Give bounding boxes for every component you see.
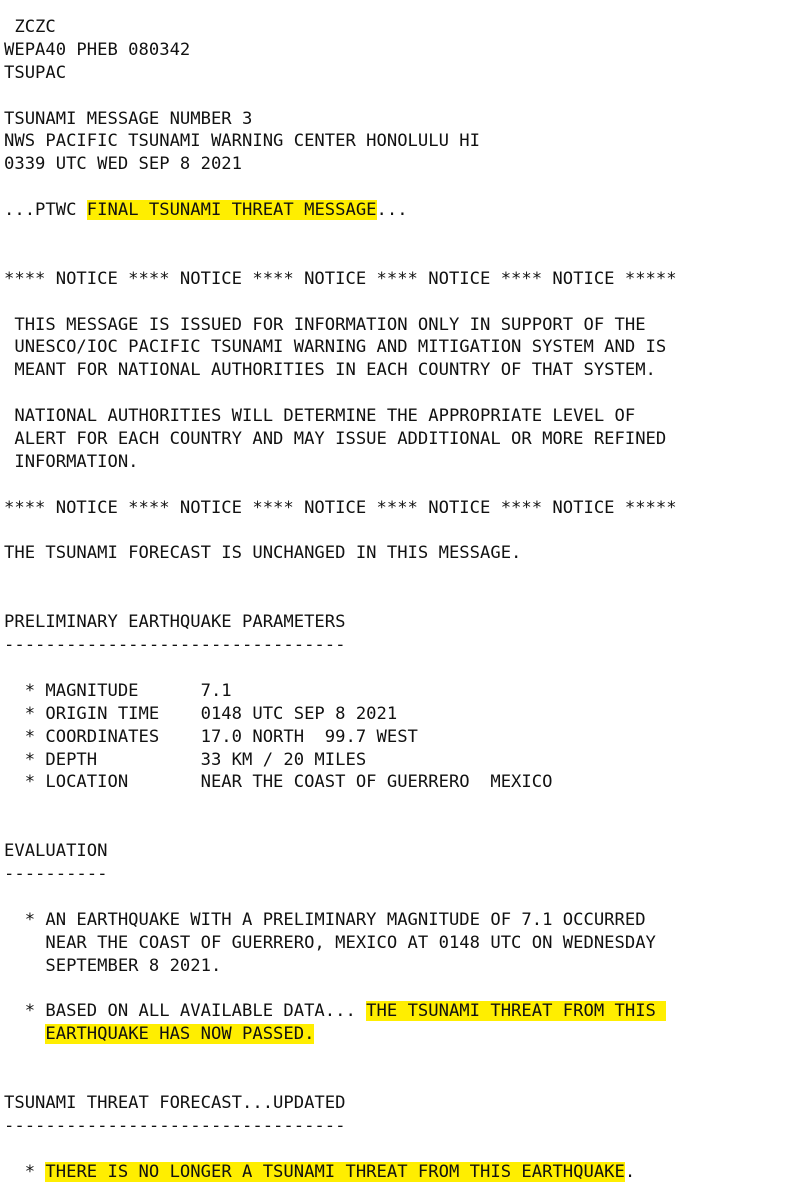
blank-line (4, 565, 677, 588)
document-line (4, 497, 677, 520)
line-text: PRELIMINARY EARTHQUAKE PARAMETERS (4, 612, 346, 633)
document-line (4, 771, 677, 794)
line-text: * DEPTH 33 KM / 20 MILES (4, 749, 367, 770)
line-text: **** NOTICE **** NOTICE **** NOTICE **** NOTICE **** NOTICE ***** (4, 497, 677, 518)
document-line (4, 153, 677, 176)
document-line (4, 39, 677, 62)
document-line (4, 268, 677, 291)
line-text: ---------- (4, 863, 108, 884)
line-text: 0339 UTC WED SEP 8 2021 (4, 154, 242, 175)
blank-line (4, 291, 677, 314)
blank-line (4, 588, 677, 611)
line-text: ...PTWC (4, 200, 87, 221)
line-text: NEAR THE COAST OF GUERRERO, MEXICO AT 0148 UTC ON WEDNESDAY (4, 932, 656, 953)
line-text: MEANT FOR NATIONAL AUTHORITIES IN EACH COUNTRY OF THAT SYSTEM. (4, 360, 656, 381)
blank-line (4, 886, 677, 909)
line-text: TSUNAMI MESSAGE NUMBER 3 (4, 108, 253, 129)
blank-line (4, 1138, 677, 1161)
line-text: ALERT FOR EACH COUNTRY AND MAY ISSUE ADDITIONAL OR MORE REFINED (4, 429, 667, 450)
document-line (4, 428, 677, 451)
line-text: EVALUATION (4, 841, 108, 862)
document-line (4, 1115, 677, 1138)
document-line (4, 359, 677, 382)
line-text: WEPA40 PHEB 080342 (4, 39, 191, 60)
tsunami-message-document (4, 16, 677, 1183)
document-line (4, 451, 677, 474)
document-line (4, 749, 677, 772)
blank-line (4, 382, 677, 405)
document-line (4, 405, 677, 428)
blank-line (4, 817, 677, 840)
document-line (4, 199, 677, 222)
document-line (4, 1023, 677, 1046)
document-line (4, 611, 677, 634)
line-text: --------------------------------- (4, 635, 346, 656)
document-line (4, 314, 677, 337)
line-text: * ORIGIN TIME 0148 UTC SEP 8 2021 (4, 703, 398, 724)
blank-line (4, 222, 677, 245)
document-line (4, 680, 677, 703)
blank-line (4, 520, 677, 543)
document-line (4, 1000, 677, 1023)
document-line (4, 542, 677, 565)
document-line (4, 1161, 677, 1184)
document-line (4, 1092, 677, 1115)
line-text: NWS PACIFIC TSUNAMI WARNING CENTER HONOLULU HI (4, 131, 480, 152)
blank-line (4, 794, 677, 817)
blank-line (4, 1069, 677, 1092)
blank-line (4, 245, 677, 268)
document-line (4, 336, 677, 359)
document-line (4, 726, 677, 749)
document-line (4, 130, 677, 153)
document-line (4, 840, 677, 863)
highlighted-text: THERE IS NO LONGER A TSUNAMI THREAT FROM THIS EARTHQUAKE (45, 1161, 625, 1182)
line-text (4, 1024, 45, 1044)
line-text: * BASED ON ALL AVAILABLE DATA... (4, 1001, 367, 1022)
line-text: UNESCO/IOC PACIFIC TSUNAMI WARNING AND MITIGATION SYSTEM AND IS (4, 337, 667, 358)
document-line (4, 108, 677, 131)
document-line (4, 955, 677, 978)
line-text: * (4, 1161, 46, 1182)
line-text: * LOCATION NEAR THE COAST OF GUERRERO MEXICO (4, 772, 553, 793)
blank-line (4, 977, 677, 1000)
highlighted-text: FINAL TSUNAMI THREAT MESSAGE (86, 200, 377, 221)
document-line (4, 62, 677, 85)
blank-line (4, 657, 677, 680)
line-text: ... (376, 200, 408, 221)
line-text: TSUNAMI THREAT FORECAST...UPDATED (4, 1092, 346, 1113)
line-text: THE TSUNAMI FORECAST IS UNCHANGED IN THIS MESSAGE. (4, 543, 522, 564)
highlighted-text: EARTHQUAKE HAS NOW PASSED. (45, 1024, 315, 1045)
document-line (4, 909, 677, 932)
line-text: SEPTEMBER 8 2021. (4, 955, 222, 976)
line-text: --------------------------------- (4, 1115, 346, 1136)
blank-line (4, 1046, 677, 1069)
blank-line (4, 176, 677, 199)
highlighted-text: THE TSUNAMI THREAT FROM THIS (366, 1001, 667, 1022)
blank-line (4, 474, 677, 497)
line-text: NATIONAL AUTHORITIES WILL DETERMINE THE APPROPRIATE LEVEL OF (4, 406, 636, 427)
line-text: * AN EARTHQUAKE WITH A PRELIMINARY MAGNITUDE OF 7.1 OCCURRED (4, 909, 646, 930)
line-text: ZCZC (4, 17, 56, 37)
line-text: * MAGNITUDE 7.1 (4, 680, 232, 701)
document-line (4, 634, 677, 657)
line-text: INFORMATION. (4, 451, 139, 472)
line-text: **** NOTICE **** NOTICE **** NOTICE **** NOTICE **** NOTICE ***** (4, 268, 677, 289)
document-line (4, 16, 677, 39)
line-text: THIS MESSAGE IS ISSUED FOR INFORMATION ONLY IN SUPPORT OF THE (4, 314, 646, 335)
line-text: . (624, 1161, 636, 1182)
line-text: * COORDINATES 17.0 NORTH 99.7 WEST (4, 726, 418, 747)
blank-line (4, 85, 677, 108)
document-line (4, 863, 677, 886)
document-line (4, 703, 677, 726)
document-line (4, 932, 677, 955)
line-text: TSUPAC (4, 62, 67, 83)
